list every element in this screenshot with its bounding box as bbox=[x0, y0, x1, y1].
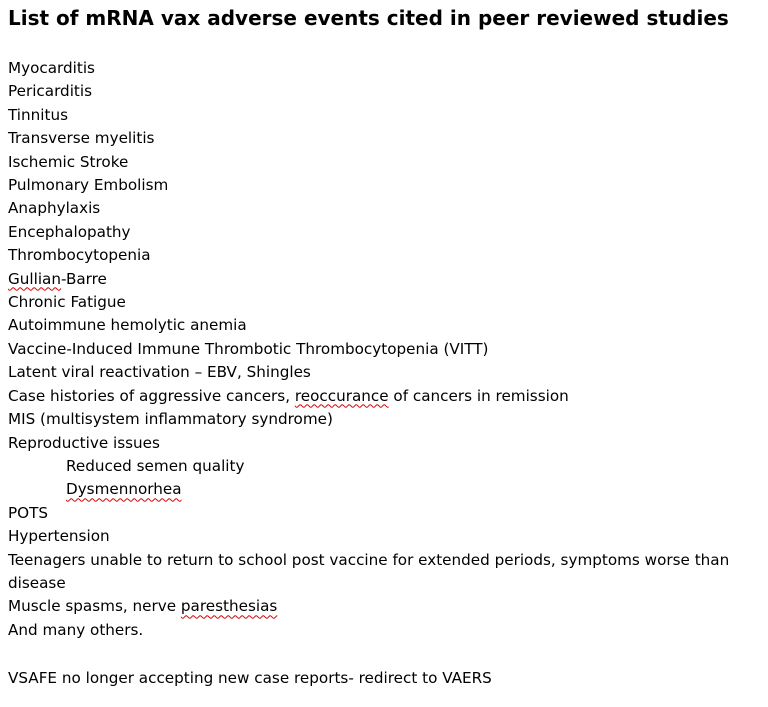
document-title: List of mRNA vax adverse events cited in peer reviewed studies bbox=[8, 6, 729, 30]
footer-note: VSAFE no longer accepting new case reports- redirect to VAERS bbox=[8, 669, 492, 687]
sub-item-dysmennorhea bbox=[8, 478, 760, 501]
list-item-chronic-fatigue: Chronic Fatigue bbox=[8, 293, 126, 312]
list-item-anaphylaxis: Anaphylaxis bbox=[8, 199, 101, 218]
list-item-ischemic-stroke: Ischemic Stroke bbox=[8, 152, 129, 171]
list-item-text: Case histories of aggressive cancers, bbox=[8, 386, 295, 405]
list-item-mis: MIS (multisystem inflammatory syndrome) bbox=[8, 410, 333, 429]
list-item-encephalopathy: Encephalopathy bbox=[8, 222, 131, 241]
misspelled-word: Dysmennorhea bbox=[66, 480, 182, 499]
list-item-gullian-barre bbox=[8, 268, 760, 291]
list-item-pericarditis: Pericarditis bbox=[8, 82, 93, 101]
sub-item-reduced-semen-quality: Reduced semen quality bbox=[66, 456, 245, 475]
list-item-tinnitus: Tinnitus bbox=[8, 105, 68, 124]
list-item-text: of cancers in remission bbox=[388, 386, 569, 405]
list-item-reproductive-issues: Reproductive issues bbox=[8, 433, 160, 452]
list-item-hypertension: Hypertension bbox=[8, 527, 110, 546]
list-item-text: Muscle spasms, nerve bbox=[8, 597, 181, 616]
misspelled-word: Gullian bbox=[8, 269, 61, 288]
list-item-teenagers: Teenagers unable to return to school post vaccine for extended periods, symptoms worse than disease bbox=[8, 550, 730, 592]
misspelled-word: reoccurance bbox=[294, 386, 389, 405]
list-item-muscle-spasms bbox=[8, 595, 760, 618]
list-item-text: -Barre bbox=[61, 269, 107, 288]
list-item-vitt: Vaccine-Induced Immune Thrombotic Thrombocytopenia (VITT) bbox=[8, 339, 489, 358]
list-item-latent-viral-reactivation: Latent viral reactivation – EBV, Shingles bbox=[8, 363, 311, 382]
misspelled-word: paresthesias bbox=[180, 597, 278, 616]
list-item-thrombocytopenia: Thrombocytopenia bbox=[8, 246, 151, 265]
list-item-pots: POTS bbox=[8, 503, 49, 522]
list-item-transverse-myelitis: Transverse myelitis bbox=[8, 129, 155, 148]
adverse-events-list bbox=[8, 57, 760, 642]
list-item-myocarditis: Myocarditis bbox=[8, 59, 95, 77]
list-item-many-others: And many others. bbox=[8, 620, 144, 639]
list-item-aggressive-cancers bbox=[8, 385, 760, 408]
list-item-autoimmune-hemolytic-anemia: Autoimmune hemolytic anemia bbox=[8, 316, 247, 335]
list-item-pulmonary-embolism: Pulmonary Embolism bbox=[8, 176, 169, 195]
